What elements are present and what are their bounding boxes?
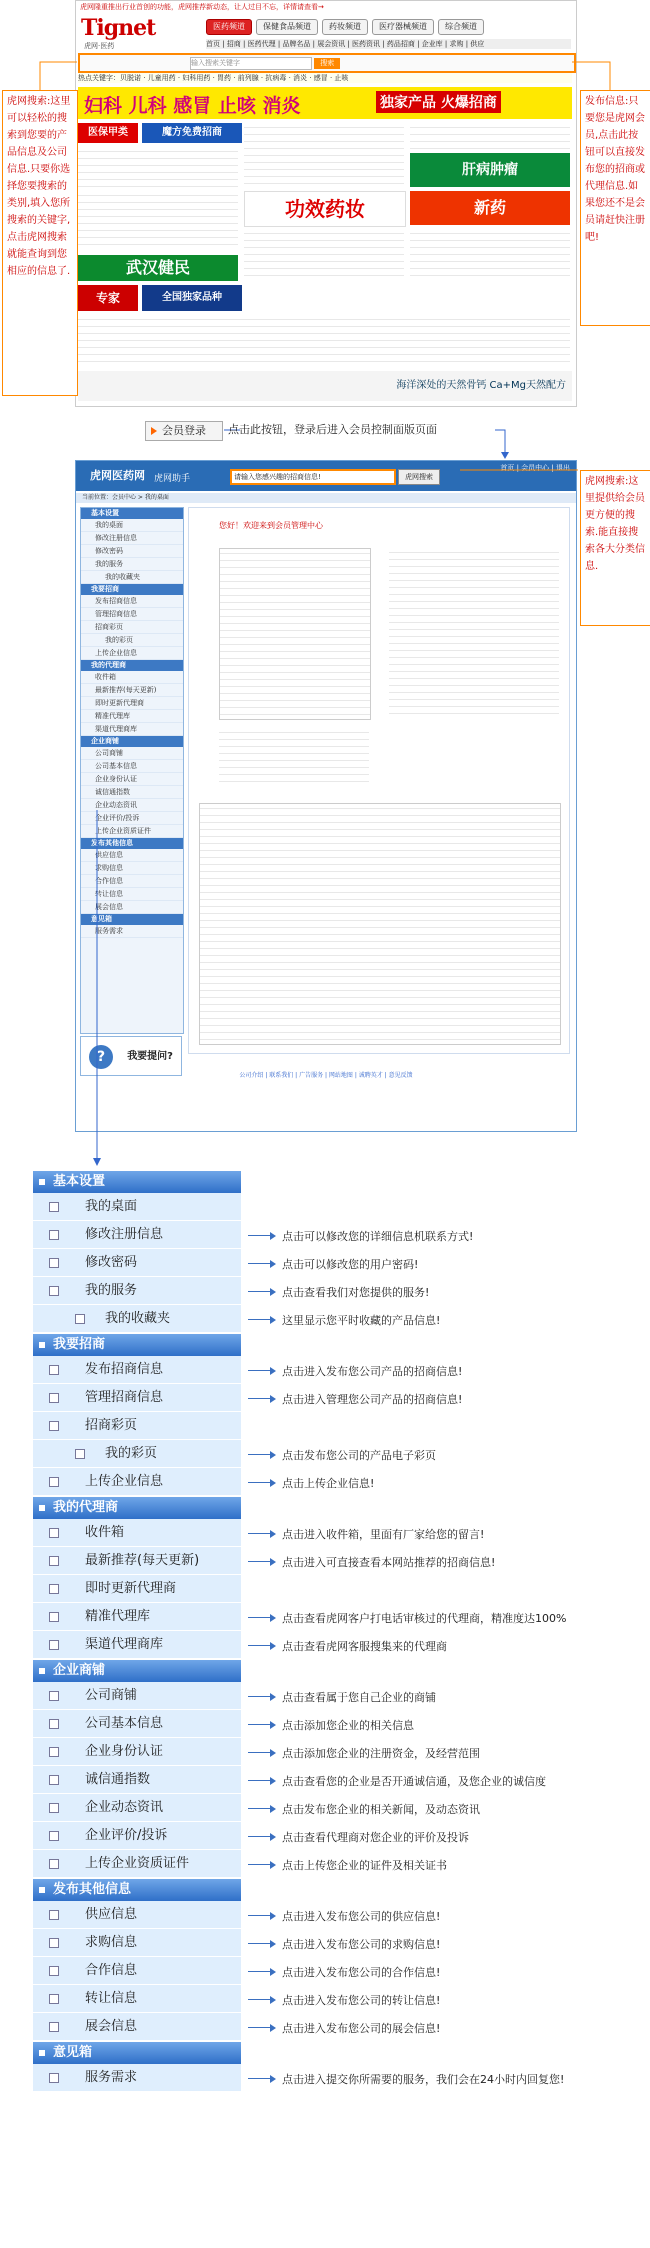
admin-side-header[interactable]: 基本设置 bbox=[81, 508, 183, 519]
menu-item-note: 点击查看虎网客服搜集来的代理商 bbox=[248, 1638, 447, 1654]
site-footer-ad[interactable]: 海洋深处的天然骨钙 Ca+Mg天然配方 bbox=[78, 371, 572, 401]
ad-block[interactable]: 肝病肿瘤 bbox=[410, 153, 570, 187]
tab-cosmeceutical[interactable]: 药妆频道 bbox=[322, 19, 368, 35]
menu-item[interactable]: 精准代理库 bbox=[33, 1603, 241, 1631]
menu-item[interactable]: 转让信息 bbox=[33, 1985, 241, 2013]
admin-side-header[interactable]: 发布其他信息 bbox=[81, 838, 183, 849]
ad-block[interactable]: 功效药妆 bbox=[244, 191, 406, 227]
menu-item[interactable]: 上传企业资质证件 bbox=[33, 1850, 241, 1878]
menu-item-note: 点击查看您的企业是否开通诚信通，及您企业的诚信度 bbox=[248, 1773, 546, 1789]
admin-logo[interactable]: 虎网医药网 bbox=[90, 469, 145, 482]
hot-search[interactable]: 热点关键字：贝脱诺 · 儿童用药 · 妇科用药 · 胃药 · 前列腺 · 抗病毒 · 消炎 · 感冒 · 止咳 bbox=[78, 73, 572, 83]
menu-item[interactable]: 即时更新代理商 bbox=[33, 1575, 241, 1603]
admin-side-header[interactable]: 意见箱 bbox=[81, 914, 183, 925]
connector-lines-2 bbox=[0, 440, 650, 1180]
menu-item[interactable]: 修改注册信息 bbox=[33, 1221, 241, 1249]
menu-item[interactable]: 上传企业信息 bbox=[33, 1468, 241, 1496]
menu-item-note: 点击发布您公司的产品电子彩页 bbox=[248, 1447, 436, 1463]
menu-item-note: 点击进入发布您公司的合作信息! bbox=[248, 1964, 440, 1980]
menu-item-note: 点击进入发布您公司的转让信息! bbox=[248, 1992, 440, 2008]
admin-logo-sub: 虎网助手 bbox=[154, 474, 191, 484]
ad-block[interactable]: 医保甲类 bbox=[78, 123, 138, 143]
admin-side-item[interactable]: 诚信通指数 bbox=[81, 786, 183, 799]
menu-item[interactable]: 管理招商信息 bbox=[33, 1384, 241, 1412]
menu-item[interactable]: 供应信息 bbox=[33, 1901, 241, 1929]
admin-side-item[interactable]: 修改注册信息 bbox=[81, 532, 183, 545]
menu-item-note: 点击发布您企业的相关新闻，及动态资讯 bbox=[248, 1801, 480, 1817]
menu-item[interactable]: 展会信息 bbox=[33, 2013, 241, 2041]
member-login-button[interactable]: 会员登录 bbox=[145, 421, 223, 441]
callout-publish: 发布信息:只要您是虎网会员,点击此按钮可以直接发布您的招商或代理信息.如果您还不是会员请赶快注册吧! bbox=[580, 90, 650, 326]
admin-side-item[interactable]: 上传企业资质证件 bbox=[81, 825, 183, 838]
menu-item-note: 点击可以修改您的详细信息机联系方式! bbox=[248, 1228, 473, 1244]
menu-item[interactable]: 最新推荐(每天更新) bbox=[33, 1547, 241, 1575]
connector-lines bbox=[0, 0, 650, 470]
admin-search-input[interactable]: 请输入您感兴趣的招商信息! bbox=[230, 469, 396, 485]
admin-side-item[interactable]: 我的服务 bbox=[81, 558, 183, 571]
admin-side-item[interactable]: 管理招商信息 bbox=[81, 608, 183, 621]
menu-item-note: 点击进入发布您公司的供应信息! bbox=[248, 1908, 440, 1924]
admin-side-item[interactable]: 收件箱 bbox=[81, 671, 183, 684]
menu-item[interactable]: 诚信通指数 bbox=[33, 1766, 241, 1794]
admin-side-item[interactable]: 企业评价/投诉 bbox=[81, 812, 183, 825]
admin-side-item[interactable]: 精准代理库 bbox=[81, 710, 183, 723]
menu-section-header[interactable]: 企业商铺 bbox=[33, 1660, 241, 1682]
admin-side-item[interactable]: 转让信息 bbox=[81, 888, 183, 901]
admin-side-header[interactable]: 我要招商 bbox=[81, 584, 183, 595]
admin-breadcrumb: 当前位置：会员中心 > 我的桌面 bbox=[76, 493, 577, 503]
site-logo-sub: 虎网·医药 bbox=[84, 42, 115, 50]
admin-side-item[interactable]: 修改密码 bbox=[81, 545, 183, 558]
menu-section-header[interactable]: 发布其他信息 bbox=[33, 1879, 241, 1901]
ad-block[interactable]: 专家 bbox=[78, 285, 138, 311]
menu-item[interactable]: 渠道代理商库 bbox=[33, 1631, 241, 1659]
menu-item[interactable]: 我的彩页 bbox=[33, 1440, 241, 1468]
member-menu bbox=[33, 1170, 241, 2092]
menu-item-note: 点击进入提交你所需要的服务，我们会在24小时内回复您! bbox=[248, 2071, 564, 2087]
menu-section-header[interactable]: 我的代理商 bbox=[33, 1497, 241, 1519]
admin-side-item[interactable]: 我的彩页 bbox=[81, 634, 183, 647]
menu-item-note: 这里显示您平时收藏的产品信息! bbox=[248, 1312, 440, 1328]
banner-main-text: 妇科 儿科 感冒 止咳 消炎 bbox=[84, 95, 301, 117]
admin-side-item[interactable]: 服务需求 bbox=[81, 925, 183, 938]
menu-item-note: 点击查看代理商对您企业的评价及投诉 bbox=[248, 1829, 469, 1845]
admin-side-item[interactable]: 公司基本信息 bbox=[81, 760, 183, 773]
menu-item-note: 点击进入收件箱，里面有厂家给您的留言! bbox=[248, 1526, 484, 1542]
admin-footer[interactable]: 公司介绍 | 联系我们 | 广告服务 | 网站地图 | 诚聘英才 | 意见反馈 bbox=[239, 1072, 413, 1079]
callout-search: 虎网搜索:这里可以轻松的搜索到您要的产品信息及公司信息.只要你选择您要搜索的类别,填入您所搜索的关键字,点击虎网搜索就能查询到您相应的信息了. bbox=[2, 90, 78, 396]
menu-item-note: 点击查看属于您自己企业的商铺 bbox=[248, 1689, 436, 1705]
welcome-text: 您好！欢迎来到会员管理中心 bbox=[219, 521, 323, 530]
ad-block[interactable]: 武汉健民 bbox=[78, 255, 238, 281]
banner-side-text: 独家产品 火爆招商 bbox=[376, 91, 501, 113]
menu-section-header[interactable]: 基本设置 bbox=[33, 1171, 241, 1193]
sub-nav[interactable]: 首页 | 招商 | 医药代理 | 品牌名品 | 展会资讯 | 医药资讯 | 药品招商 | 企业库 | 求购 | 供应 bbox=[206, 39, 571, 49]
menu-item-note: 点击进入可直接查看本网站推荐的招商信息! bbox=[248, 1554, 495, 1570]
admin-side-item[interactable]: 渠道代理商库 bbox=[81, 723, 183, 736]
admin-side-item[interactable]: 最新推荐(每天更新) bbox=[81, 684, 183, 697]
menu-item[interactable]: 企业动态资讯 bbox=[33, 1794, 241, 1822]
search-input[interactable]: 输入搜索关键字 bbox=[190, 57, 312, 70]
admin-side-item[interactable]: 供应信息 bbox=[81, 849, 183, 862]
menu-item[interactable]: 收件箱 bbox=[33, 1519, 241, 1547]
admin-side-item[interactable]: 招商彩页 bbox=[81, 621, 183, 634]
tab-medicine[interactable]: 医药频道 bbox=[206, 19, 252, 35]
ad-block[interactable]: 魔方免费招商 bbox=[142, 123, 242, 143]
admin-side-item[interactable]: 即时更新代理商 bbox=[81, 697, 183, 710]
admin-side-header[interactable]: 我的代理商 bbox=[81, 660, 183, 671]
menu-item-note: 点击添加您企业的注册资金，及经营范围 bbox=[248, 1745, 480, 1761]
menu-item-note: 点击进入发布您公司的展会信息! bbox=[248, 2020, 440, 2036]
admin-side-item[interactable]: 公司商铺 bbox=[81, 747, 183, 760]
admin-side-item[interactable]: 企业动态资讯 bbox=[81, 799, 183, 812]
menu-item-note: 点击进入发布您公司的求购信息! bbox=[248, 1936, 440, 1952]
menu-item[interactable]: 我的服务 bbox=[33, 1277, 241, 1305]
search-button[interactable]: 搜索 bbox=[314, 58, 340, 69]
admin-side-item[interactable]: 上传企业信息 bbox=[81, 647, 183, 660]
menu-item[interactable]: 服务需求 bbox=[33, 2064, 241, 2092]
ad-block[interactable]: 新药 bbox=[410, 191, 570, 225]
menu-item[interactable]: 企业评价/投诉 bbox=[33, 1822, 241, 1850]
ad-block[interactable]: 全国独家品种 bbox=[142, 285, 242, 311]
menu-item[interactable]: 企业身份认证 bbox=[33, 1738, 241, 1766]
menu-item-note: 点击可以修改您的用户密码! bbox=[248, 1256, 418, 1272]
menu-item[interactable]: 我的收藏夹 bbox=[33, 1305, 241, 1333]
tab-general[interactable]: 综合频道 bbox=[438, 19, 484, 35]
menu-item-note: 点击查看我们对您提供的服务! bbox=[248, 1284, 429, 1300]
menu-section-header[interactable]: 意见箱 bbox=[33, 2042, 241, 2064]
callout-admin-search: 虎网搜索:这里提供给会员更方便的搜索.能直接搜索各大分类信息. bbox=[580, 470, 650, 626]
menu-item-note: 点击添加您企业的相关信息 bbox=[248, 1717, 414, 1733]
admin-top-links[interactable]: 首页 | 会员中心 | 退出 bbox=[500, 464, 570, 472]
admin-side-item[interactable]: 发布招商信息 bbox=[81, 595, 183, 608]
menu-item[interactable]: 公司基本信息 bbox=[33, 1710, 241, 1738]
admin-side-item[interactable]: 合作信息 bbox=[81, 875, 183, 888]
menu-item-note: 点击进入管理您公司产品的招商信息! bbox=[248, 1391, 462, 1407]
admin-side-header[interactable]: 企业商铺 bbox=[81, 736, 183, 747]
top-notice: 虎网隆重推出行业首创的功能，虎网推荐新动态，让人过目不忘，详情请查看→ bbox=[76, 1, 576, 13]
admin-side-item[interactable]: 企业身份认证 bbox=[81, 773, 183, 786]
help-icon: ? bbox=[89, 1045, 113, 1069]
admin-search-button[interactable]: 虎网搜索 bbox=[398, 469, 440, 485]
admin-side-item[interactable]: 我的桌面 bbox=[81, 519, 183, 532]
ask-question-button[interactable]: ? 我要提问? bbox=[80, 1036, 182, 1076]
menu-item-note: 点击查看虎网客户打电话审核过的代理商，精准度达100% bbox=[248, 1610, 566, 1626]
menu-item[interactable]: 发布招商信息 bbox=[33, 1356, 241, 1384]
menu-item-note: 点击上传企业信息! bbox=[248, 1475, 374, 1491]
menu-item[interactable]: 求购信息 bbox=[33, 1929, 241, 1957]
menu-item[interactable]: 公司商铺 bbox=[33, 1682, 241, 1710]
menu-item-note: 点击进入发布您公司产品的招商信息! bbox=[248, 1363, 462, 1379]
menu-item[interactable]: 招商彩页 bbox=[33, 1412, 241, 1440]
admin-side-item[interactable]: 求购信息 bbox=[81, 862, 183, 875]
admin-side-item[interactable]: 我的收藏夹 bbox=[81, 571, 183, 584]
menu-item[interactable]: 我的桌面 bbox=[33, 1193, 241, 1221]
admin-side-item[interactable]: 展会信息 bbox=[81, 901, 183, 914]
menu-item-note: 点击上传您企业的证件及相关证书 bbox=[248, 1857, 447, 1873]
menu-section-header[interactable]: 我要招商 bbox=[33, 1334, 241, 1356]
tab-equipment[interactable]: 医疗器械频道 bbox=[372, 19, 434, 35]
tab-health-food[interactable]: 保健食品频道 bbox=[256, 19, 318, 35]
menu-item[interactable]: 修改密码 bbox=[33, 1249, 241, 1277]
menu-item[interactable]: 合作信息 bbox=[33, 1957, 241, 1985]
site-logo[interactable]: Tignet bbox=[81, 15, 156, 41]
login-hint: 点击此按钮，登录后进入会员控制面版页面 bbox=[228, 423, 437, 436]
